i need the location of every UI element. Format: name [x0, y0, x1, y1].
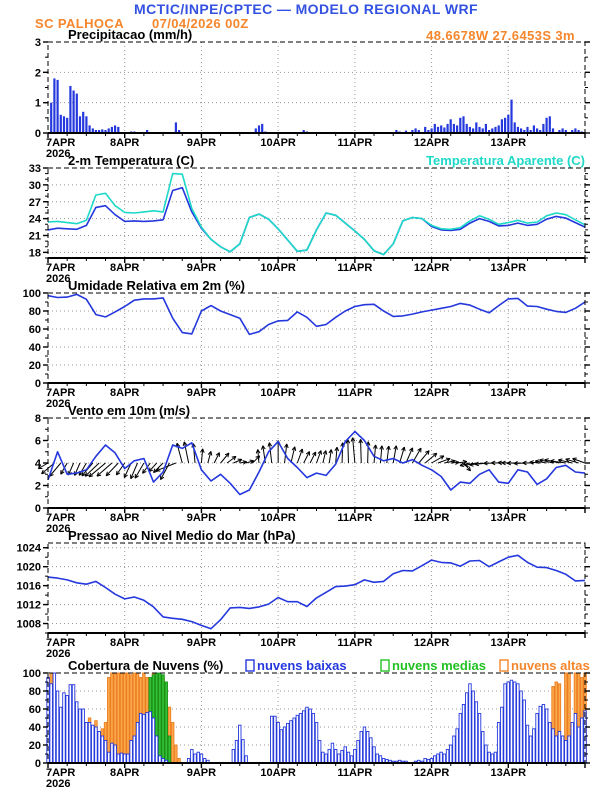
ytick-clouds: 0 [34, 758, 41, 770]
xtick-day: 12APR [413, 387, 450, 399]
xtick-day: 11APR [337, 137, 373, 149]
panel-humidity [23, 278, 590, 410]
xtick-day: 9APR [186, 387, 217, 399]
xtick-day: 9APR [186, 767, 217, 779]
panel-title-temperature: 2-m Temperatura (C) [68, 153, 195, 168]
xtick-day: 12APR [413, 767, 450, 779]
xtick-day: 9APR [186, 137, 217, 149]
xtick-day: 12APR [413, 512, 450, 524]
xtick-day: 8APR [110, 262, 140, 274]
ytick-precipitation: 3 [34, 37, 41, 49]
xtick-day: 9APR [186, 637, 217, 649]
ytick-clouds: 60 [28, 704, 41, 716]
xtick-day: 8APR [110, 637, 140, 649]
xtick-day: 8APR [110, 387, 140, 399]
ytick-wind: 4 [34, 458, 41, 470]
xtick-year: 2026 [46, 648, 71, 660]
legend-nuvens-baixas: nuvens baixas [257, 658, 347, 673]
xtick-day: 11APR [337, 637, 373, 649]
ytick-temperature: 33 [28, 163, 41, 175]
panel-title-wind: Vento em 10m (m/s) [68, 403, 191, 418]
ytick-wind: 6 [34, 435, 41, 448]
xtick-year: 2026 [46, 148, 71, 160]
xtick-day: 10APR [260, 637, 296, 649]
panel-title-pressure: Pressao ao Nivel Medio do Mar (hPa) [68, 528, 296, 543]
ytick-pressure: 1008 [16, 618, 41, 631]
xtick-day: 7APR [46, 767, 76, 779]
ytick-clouds: 40 [28, 722, 41, 734]
xtick-day: 8APR [110, 767, 140, 779]
ytick-clouds: 100 [22, 668, 41, 680]
xtick-day: 8APR [110, 137, 140, 149]
xtick-day: 12APR [413, 137, 450, 149]
xtick-day: 7APR [46, 262, 76, 274]
xtick-day: 13APR [490, 137, 527, 149]
station-label: SC PALHOCA [35, 16, 124, 31]
panel-temperature [29, 153, 590, 285]
panel-title-humidity: Umidade Relativa em 2m (%) [68, 278, 246, 293]
ytick-pressure: 1012 [16, 599, 41, 612]
xtick-day: 11APR [337, 262, 373, 274]
panel-title-precipitation: Precipitacao (mm/h) [68, 27, 193, 42]
ytick-humidity: 40 [28, 342, 41, 354]
ytick-temperature: 27 [28, 196, 41, 209]
xtick-day: 10APR [260, 767, 296, 779]
xtick-day: 10APR [260, 387, 296, 399]
xtick-day: 13APR [490, 512, 527, 524]
ytick-temperature: 24 [28, 213, 41, 226]
xtick-day: 10APR [260, 512, 296, 524]
ytick-temperature: 21 [28, 230, 41, 243]
ytick-humidity: 0 [34, 378, 41, 390]
ytick-clouds: 80 [28, 686, 41, 698]
ytick-humidity: 60 [28, 324, 41, 336]
ytick-precipitation: 1 [34, 97, 41, 110]
xtick-day: 7APR [46, 637, 76, 649]
ytick-precipitation: 0 [34, 128, 41, 140]
xtick-day: 10APR [260, 262, 296, 274]
xtick-day: 10APR [260, 137, 296, 149]
xtick-day: 11APR [337, 512, 373, 524]
legend-nuvens-medias: nuvens medias [392, 658, 486, 673]
xtick-day: 7APR [46, 387, 76, 399]
xtick-day: 13APR [490, 767, 527, 779]
coordinates-label: 48.6678W 27.6453S 3m [426, 28, 575, 43]
xtick-day: 7APR [46, 137, 76, 149]
legend-nuvens-altas: nuvens altas [511, 658, 590, 673]
xtick-day: 9APR [186, 262, 217, 274]
xtick-day: 13APR [490, 637, 527, 649]
panel-wind [35, 403, 590, 535]
xtick-day: 12APR [413, 262, 450, 274]
xtick-day: 8APR [110, 512, 140, 524]
xtick-year: 2026 [46, 778, 71, 790]
ytick-pressure: 1016 [16, 580, 41, 593]
xtick-day: 11APR [337, 387, 373, 399]
xtick-day: 13APR [490, 262, 527, 274]
legend-temperatura-aparente: Temperatura Aparente (C) [426, 153, 585, 168]
xtick-day: 9APR [186, 512, 217, 524]
ytick-wind: 2 [34, 480, 41, 493]
ytick-temperature: 18 [28, 247, 41, 260]
xtick-year: 2026 [46, 273, 71, 285]
panel-title-clouds: Cobertura de Nuvens (%) [68, 658, 224, 673]
ytick-humidity: 80 [28, 306, 41, 318]
ytick-precipitation: 2 [34, 67, 41, 80]
xtick-year: 2026 [46, 523, 71, 535]
ytick-clouds: 20 [28, 740, 41, 752]
panel-precipitation [35, 27, 590, 160]
xtick-day: 11APR [337, 767, 373, 779]
ytick-pressure: 1024 [16, 542, 41, 555]
ytick-wind: 8 [34, 413, 41, 425]
xtick-day: 13APR [490, 387, 527, 399]
panel-clouds [23, 658, 590, 790]
xtick-year: 2026 [46, 398, 71, 410]
page-title: MCTIC/INPE/CPTEC — MODELO REGIONAL WRF [134, 1, 478, 17]
panel-pressure [17, 528, 590, 660]
xtick-day: 12APR [413, 637, 450, 649]
ytick-wind: 0 [34, 503, 41, 515]
ytick-pressure: 1020 [16, 561, 41, 574]
xtick-day: 7APR [46, 512, 76, 524]
ytick-humidity: 100 [22, 288, 41, 300]
ytick-temperature: 30 [28, 179, 41, 192]
ytick-humidity: 20 [28, 360, 41, 372]
run-datetime-label: 07/04/2026 00Z [152, 16, 249, 31]
